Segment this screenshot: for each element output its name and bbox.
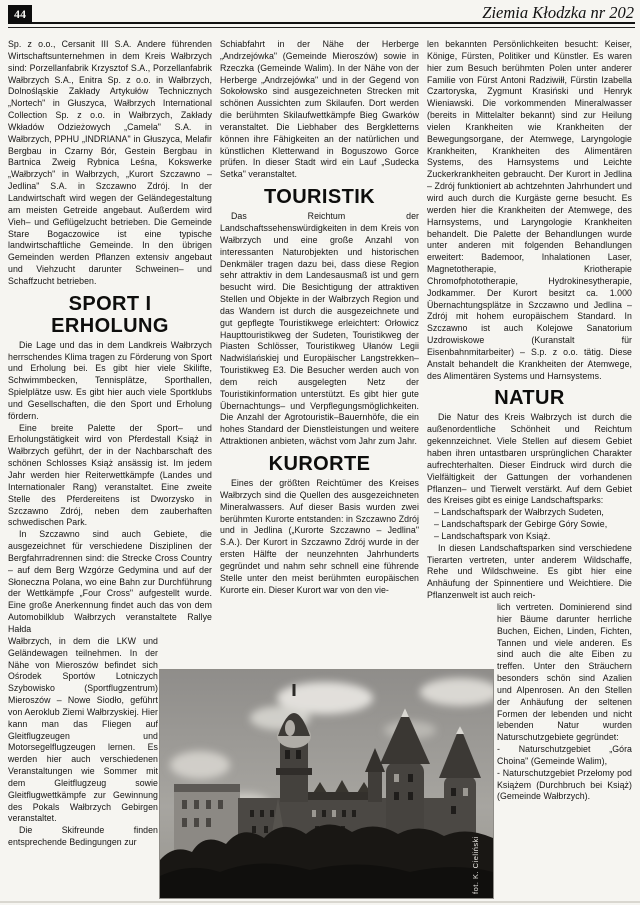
paragraph-ski: Die Skifreunde finden entsprechende Bedingungen zur xyxy=(8,825,158,848)
section-heading-kurorte: KURORTE xyxy=(268,453,371,475)
header-rule-thick xyxy=(32,22,635,24)
list-item-naturschutz-przelomy: - Naturschutzgebiet Przełomy pod Książem (Durchbruch bei Książ) (Gemeinde Wałbrzych). xyxy=(497,767,632,802)
paragraph-kurorte: Eines der größten Reichtümer des Kreises Wałbrzych sind die Quellen des ausgezeichneten Mineralwassers. Auf dieser Basis wurden zwei berühmten Kurorte entstanden: in Szczawno Zdrój und in Jedlina („Kurorte Szczawno – Jedlina" S.A.). Der Kurort in Szczawno Zdrój wurde in der ersten Hälfte der neunzehnten Jahrhunderts gegründet und nahm sehr schnell eine führende Stelle unter den meist berühmten europäischen Kurorte ein. Dieser Kurort war von den vie- xyxy=(220,478,419,595)
section-heading-natur: NATUR xyxy=(494,387,565,410)
section-heading-touristik: TOURISTIK xyxy=(263,186,375,209)
paragraph-fauna-continued: lich vertreten. Dominierend sind hier Bäume darunter herrliche Buchen, Eichen, Linden, Fichten, Tannen und viele anderen. Es sind auch die alte Eiben zu treffen. Unter den Sträuchern besonders schön sind Azalien und Alpenrosen. An den Stellen der Anhäufung der seltenen Formen der lebenden und nicht lebenden Natur wurden Naturschutzgebiete gegründet: xyxy=(497,601,632,743)
castle-photo-illustration xyxy=(160,670,493,898)
paragraph-kurorte-continued: len bekannten Persönlichkeiten besucht: Keiser, Könige, Fürsten, Politiker und Künstler. Es waren hier zum Besuch berühmten Polen unter anderer Familie von Fürst Antoni Radziwiłł, Fürstin Izabella Czartoryska, Zygmunt Krasiński und Henryk Wieniawski. Die vorkommenden Mineralwasser (bereits in Mittelalter bekannt) sind zur Heilung vielen Krankheiten wie Krankheiten der Bewegungsorgane, der Atemwege, Laryngologie Krankheiten, Krankheiten des Alimentären Systems, des Harnsystems und Leichte Zuckerkrankheiten gebraucht. Der Kurort in Jedlina – Zdrój funktioniert ab achtzehnten Jahrhundert und wird auch durch die Kurgäste gerne besucht. Es werden hier die Krankheiten der Atemwege, des Harnsystems, und Laryngologie Krankheiten behandelt. Die Palette der Behandlungen wurde unter anderen mit folgenden Behandlungen erweitert: Bademoor, Inhalationen Laser, Magnetotherapie, Kriotherapie Chromofphototherapie, Hydrokinesytherapie, Jodkammer. Der Kurort besitzt ca. 1.000 Übernachtungsplätze in Szczawno und Jedlina – Zdrój mit hohem europäischem Standard. In Szczawno ist auch Kolejowe Sanatorium Uzdrowiskowe (Kuranstalt für Eisenbahnmitarbeiter) – S.p. z o.o. tätig. Diese Anstalt behandelt die Krankheiten der Atemwege, des Alimentären Systems und Harnsystems. xyxy=(427,39,632,381)
paragraph-industry-continued: Sp. z o.o., Cersanit III S.A. Andere führenden Wirtschaftsunternehmen in dem Kreis Wałbrzych sind: Porzellanfabrik Krzysztof S.A., Porzellanfabrik Wałbrzych S.A., Enitra Sp. z o.o. in Wałbrzych, Dolnośląskie Zakłady Artykułów Technicznych „Nortech" in Głuszyca, Wałbrzych International Collection Sp. z o.o. in Wałbrzych, Zakłady Wkładów Odzieżowych „Camela" S.A. in Wałbrzych, PPHU „INDRIANA" in Głuszyca, Melafir Bergbau in Czarny Bór, Gestein Bergbau in Bartnica Zweig Rybnica Leśna, Kokswerke „Wałbrzych" in Wałbrzych, „Kurort Szczawno – Jedlina" S.A. in Szczawno Zdrój. In der Landwirtschaft wird wegen der Geländegestaltung am meisten Getreide angebaut. Außerdem wird Vieh– und Geflügelzucht betrieben. Die Gemeinde Stare Bogaczowice ist eine typische landwirtschaftliche Gemeinde. In den übrigen Gemeinden werden Pflanzen extensiv angebaut und Viehzucht darunter Schweinen– und Schaffzucht betrieben. xyxy=(8,39,212,286)
scan-artifact-line xyxy=(0,901,640,903)
paragraph-sport-3-continued: Wałbrzych, in dem die LKW und Geländewagen teilnehmen. In der Nähe von Mieroszów befindet sich Ośrodek Sportów Lotniczych Szybowisko (Sportflugzentrum) Mieroszów – Nowe Siodło, geführt von Aeroklub Ziemi Wałbrzyskiej. Hier kann man das Fliegen auf Gleitflugzeugen und Motorsegelflugzeugen lernen. Es werden hier auch verschiedenen Veranstaltungen wie Sommer mit dem Gleitflugzeug sowie Gleitflugwettkämpfe zur Gewinnung des Pokals Wałbrzych Gebirgen veranstaltet. xyxy=(8,635,158,824)
list-item-naturschutz-gora-choina: - Naturschutzgebiet „Góra Choina" (Gemeinde Walim), xyxy=(497,744,632,766)
list-item-landschaftspark-ksiaz: – Landschaftspark von Książ. xyxy=(434,530,551,541)
castle-photo xyxy=(160,670,493,898)
paragraph-natur: Die Natur des Kreis Wałbrzych ist durch die außenordentliche Schönheit und Reichtum gekennzeichnet. Viele Stellen auf diesem Gebiet haben ihren untastbaren ursprünglichen Charakter aufrechterhalten. Dieser Eindruck wird durch die Vielfältigkeit der Gattungen der vorhandenen Pflanzen– und Tierwelt verstärkt. Auf dem Gebiet des Kreises gibt es einige Landschaftsparks: xyxy=(427,412,632,506)
page-number: 44 xyxy=(8,5,32,24)
paragraph-fauna: In diesen Landschaftsparken sind verschiedene Tierarten vertreten, unter anderem Wildschaffe, Rehe und Wildschweine. Es gibt hier eine Anhäufung der Spinnentiere und Weichtiere. Die Pflanzenwelt ist auch reich- xyxy=(427,542,632,601)
journal-title: Ziemia Kłodzka nr 202 xyxy=(482,3,634,22)
paragraph-sport-2: Eine breite Palette der Sport– und Erholungstätigkeit wird von Pferdestall Książ in Wałbrzych geführt, der in der Nachbarschaft des schönen Schlosses Książ ansässig ist. Im jedem Jahr werden hier Reiterwettkämpfe (Landes und Internationaler Rang) veranstaltet. Eine zweite Stelle des Pferdereitens ist Dworzysko in Szczawno Zdrój, neben dem zauberhaften schwedischen Park. xyxy=(8,422,212,528)
header-rule-thin xyxy=(8,27,635,28)
paragraph-touristik: Das Reichtum der Landschaftssehenswürdigkeiten in dem Kreis von Wałbrzych und eine große Anzahl von interessanten Naturobjekten und historischen Denkmäler tragen dazu bei, dass diese Region sehr attraktiv in dem Landesausmaß ist und gern besucht wird. Die Besichtigung der attraktiven Stellen und Objekte in der Wałbrzych Region und das Wandern ist durch die ausgezeichnete und gut gepflegte Touristikwege erleichtert: Orłowicz Haupttouristikweg der Sudeten, Touristikweg der Piasten Schlösser, Touristikweg Ułanów Legii Nadwiślańskiej und Europäischer Langstrekken– Touristikweg E3. Die Besucher werden auch von dem reich ausgelegten Netz der Touristikinformation unterstützt. Es gibt hier gute Übernachtungs– und Verpflegungsmöglichkeiten. Die Anzahl der Agrotouristik–Bauernhöfe, die ein hohes Standard der Dienstleistungen und weitere Attraktionen anbieten, wächst vom Jahr zum Jahr. xyxy=(220,211,419,447)
section-heading-sport-i-erholung: SPORT I ERHOLUNG xyxy=(51,292,169,337)
photo-caption: fot. K. Cieliński xyxy=(471,835,480,894)
paragraph-sport-3: In Szczawno sind auch Gebiete, die ausgezeichnet für verschiedene Disziplinen der Bergfahrradrennen sind: die Strecke Cross Country – auf dem Berg Wzgórze Gedymina und auf der Słoneczna Polana, wo eine Bahn zur Durchführung der Wettkämpfe „Four Cross" aufgestellt wurde. Eine große Anerkennung findet auch das von dem Automobilklub Wałbrzych veranstaltete Rallye Hałda xyxy=(8,529,212,634)
list-item-landschaftspark-sowie: – Landschaftspark der Gebirge Góry Sowie, xyxy=(434,519,608,530)
list-item-landschaftspark-sudeten: – Landschaftspark der Wałbrzych Sudeten, xyxy=(434,507,604,518)
paragraph-sport-1: Die Lage und das in dem Landkreis Wałbrzych herrschendes Klima tragen zu Förderung von Sport und Erholung bei. Es gibt hier viele Skilifte, Schwimmbecken, Tennisplätze, Sporthallen, Spielplätze usw. Es gibt hier auch viele Sportklubs und Gesellschaften, die den Sport und Erholung fördern. xyxy=(8,339,212,421)
paragraph-ski-continued: Schiabfahrt in der Nähe der Herberge „Andrzejówka" (Gemeinde Mieroszów) sowie in Rzeczka (Gemeinde Walim). In der Nähe von der Herberge „Andrzejówka" und in der Gegend von Sokołowsko sind ausgezeichneten Strecken mit schönen Aussichten zum Skilaufen. Dort werden die berühmten Skilaufwettkämpfe Bieg Gwarków veranstaltet. Die Liebhaber des Bergkletterns können ihre Fähigkeiten an der natürlichen und künstlichen Kletterwand in Boguszowo Gorce prüfen. In dieser Stadt wird ein Lauf „Sudecka Setka" veranstaltet. xyxy=(220,39,419,180)
